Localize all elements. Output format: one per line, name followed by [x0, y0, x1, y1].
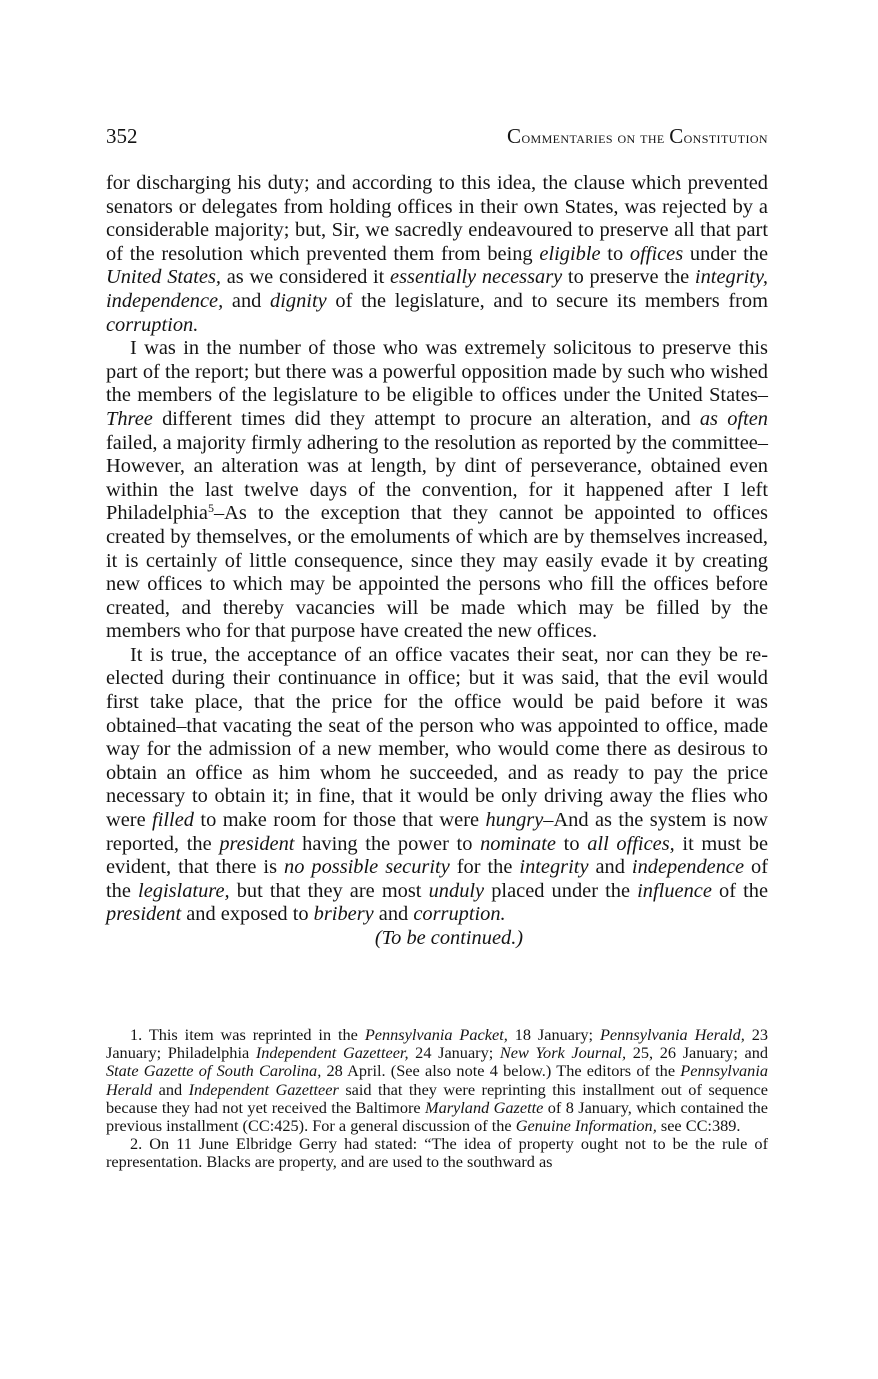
text-run: to	[555, 832, 588, 855]
italic-run: essentially necessary	[390, 266, 563, 289]
italic-run: all offices,	[587, 832, 675, 855]
footnote	[106, 1135, 768, 1171]
italic-run: eligible	[539, 242, 601, 265]
italic-run: Independent Gazetteer	[188, 1079, 339, 1099]
running-head	[507, 124, 768, 149]
italic-run: offices	[629, 242, 684, 265]
italic-run: president	[219, 832, 295, 855]
text-run: of the	[106, 856, 768, 902]
text-run: it must be evident, that there is	[106, 832, 769, 879]
italic-run: unduly	[428, 879, 485, 902]
paragraph	[106, 644, 768, 927]
italic-run: as often	[699, 407, 768, 430]
italic-run: United States,	[106, 266, 222, 289]
text-run: and	[373, 903, 414, 926]
text-run: of 8 January, which contained the previous installment (CC:425). For a general discussion of the	[106, 1097, 769, 1136]
italic-run: Three	[106, 407, 153, 430]
footnote	[106, 1026, 768, 1135]
text-run: –And as the system is now reported, the	[106, 809, 768, 855]
text-run: for discharging his duty; and according to this idea, the clause which prevented senators or delegates from holding offices in their own States, was rejected by a considerable majority; but, Sir, we sacredly endeavoured to preserve all that part of the resolution which prevented them from being	[106, 172, 768, 265]
footnotes	[106, 1026, 768, 1172]
italic-run: integrity	[519, 856, 589, 879]
text-run: to	[600, 242, 630, 265]
running-head-text: Commentaries on the Constitution	[507, 124, 768, 148]
italic-run: filled	[152, 809, 194, 832]
italic-run: independence	[631, 856, 745, 879]
text-run: different times did they attempt to procure an alteration, and	[152, 407, 700, 430]
text-run: under the	[683, 242, 768, 265]
italic-run: State Gazette of South Carolina,	[106, 1061, 322, 1081]
text-run: and	[223, 289, 271, 312]
paragraph	[106, 337, 768, 644]
italic-run: nominate	[480, 832, 556, 855]
continued-note: (To be continued.)	[374, 927, 524, 949]
text-run: said that they were reprinting this installment out of sequence because they had not yet received the Baltimore	[106, 1079, 768, 1117]
text-run: –As to the exception that they cannot be appointed to offices created by themselves, or the emoluments of which are by themselves increased, it is certainly of little consequence, since they may easily evade it by creating new offices to which may be appointed the persons who fill the offices before created, and thereby vacancies will be made which may be filled by the members who for that purpose have created the new offices.	[106, 502, 768, 643]
text-run: having the power to	[294, 832, 481, 855]
italic-run: legislature,	[138, 879, 230, 902]
italic-run: Pennsylvania Herald,	[599, 1025, 745, 1044]
text-run: 23 January; Philadelphia	[106, 1025, 768, 1063]
text-run: see CC:389.	[656, 1116, 741, 1136]
text-run: I was in the number of those who was extremely solicitous to preserve this part of the report; but there was a powerful opposition made by such who wished the members of the legislature to be eligible to offices under the United States–	[106, 337, 768, 407]
italic-run: hungry	[485, 809, 544, 832]
italic-run: Independent Gazetteer,	[255, 1043, 409, 1063]
italic-run: Pennsylvania Packet,	[364, 1025, 508, 1044]
text-run: of the	[711, 879, 769, 902]
text-run: failed, a majority firmly adhering to the resolution as reported by the committee–However, an alteration was at length, by dint of perseverance, obtained even within the last twelve days of the convention, for it happened after I left Philadelphia	[106, 431, 768, 525]
text-run: of the legislature, and to secure its members from	[326, 289, 768, 312]
text-run: 25, 26 January; and	[626, 1043, 768, 1063]
text-run: 18 January;	[507, 1025, 600, 1044]
text-run: 24 January;	[408, 1043, 500, 1063]
text-run: 1. This item was reprinted in the	[130, 1025, 365, 1044]
italic-run: integrity, independence,	[106, 266, 768, 312]
text-run: It is true, the acceptance of an office vacates their seat, nor can they be re-elected during their continuance in office; but it was said, that the evil would first take place, that the price for the office would be paid before it was obtained–that vacating the seat of the person who was appointed to office, made way for the admission of a new member, who would come there as desirous to obtain an office as him whom he succeeded, and as ready to pay the price necessary to obtain it; in fine, that it would be only driving away the flies who were	[106, 643, 768, 832]
italic-run: dignity	[270, 289, 327, 312]
page-number: 352	[106, 124, 138, 148]
text-run: placed under the	[484, 879, 638, 902]
paragraph	[106, 172, 768, 337]
small-caps-initial: C	[669, 124, 684, 148]
italic-run: influence	[637, 879, 712, 902]
italic-run: president	[106, 903, 182, 926]
text-run: for the	[449, 856, 520, 879]
text-run: and exposed to	[181, 903, 314, 926]
small-caps-initial: C	[507, 124, 522, 148]
page-header	[106, 124, 768, 154]
text-run: to preserve the	[562, 266, 695, 289]
italic-run: New York Journal,	[499, 1043, 627, 1063]
text-run: and	[152, 1079, 189, 1099]
text-run: 2. On 11 June Elbridge Gerry had stated: “The idea of property ought not to be the rule of representation. Blacks are property, and are used to the southward as	[106, 1134, 768, 1172]
text-run: and	[588, 856, 632, 879]
italic-run: corruption.	[106, 313, 199, 336]
note-ref: 5	[207, 501, 214, 516]
text-run: but that they are most	[229, 879, 429, 902]
italic-run: Genuine Information,	[515, 1116, 657, 1136]
text-run: as we considered it	[221, 266, 391, 289]
italic-run: bribery	[313, 903, 374, 926]
text-run: to make room for those that were	[193, 809, 486, 832]
italic-run: Maryland Gazette	[425, 1097, 544, 1117]
italic-run: corruption.	[413, 903, 506, 926]
italic-run: Pennsylvania Herald	[106, 1061, 768, 1099]
italic-run: no possible security	[284, 856, 450, 879]
text-run: 28 April. (See also note 4 below.) The editors of the	[321, 1061, 681, 1081]
body-text	[106, 172, 768, 951]
